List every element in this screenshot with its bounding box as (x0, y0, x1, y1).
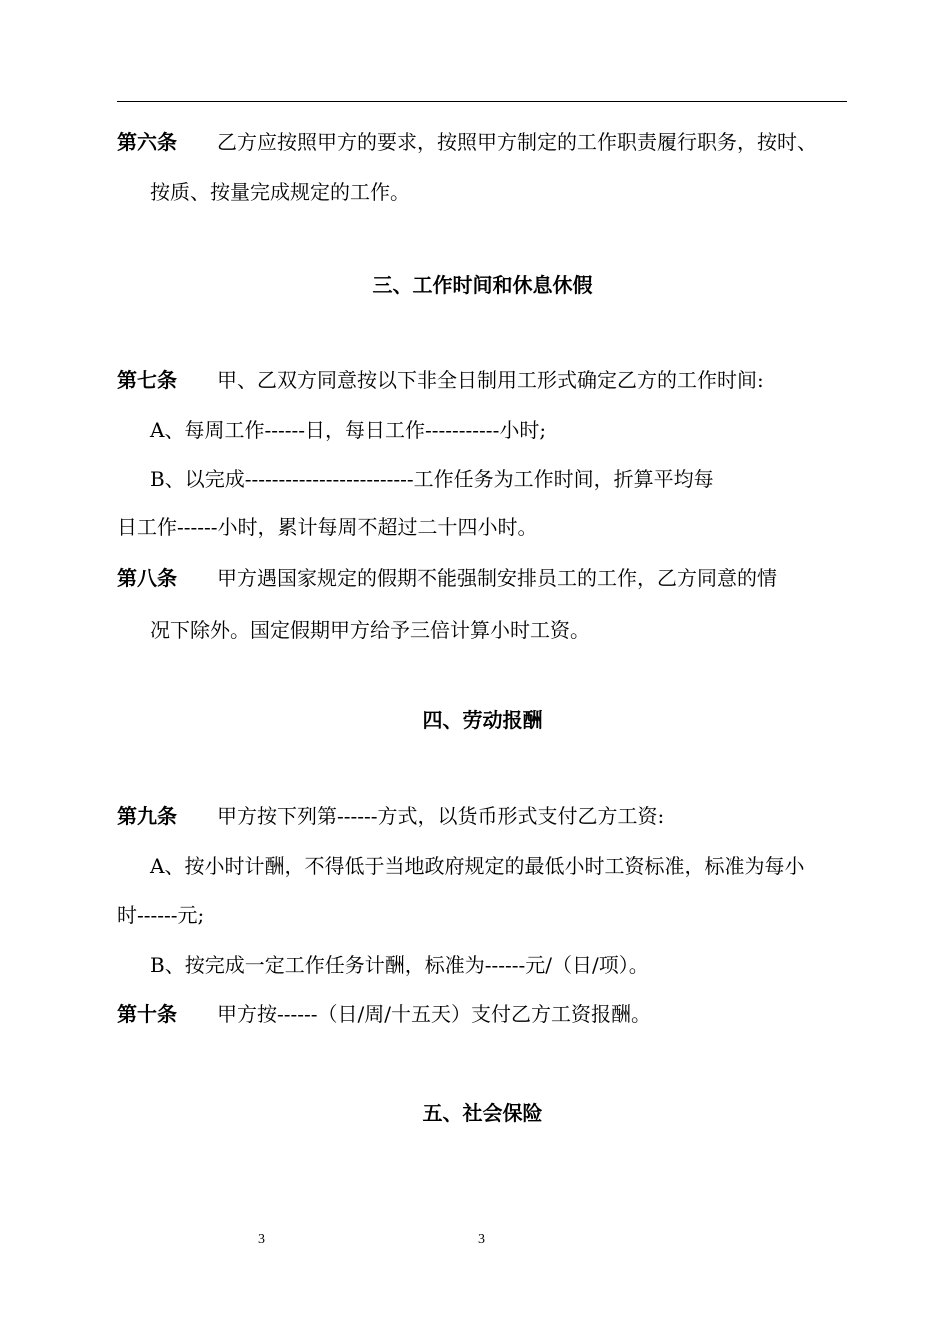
article-9-item-a-cont: 时------元; (117, 903, 205, 927)
article-label: 第六条 (117, 130, 177, 154)
article-9 (117, 802, 664, 830)
page-number: 3 (258, 1232, 265, 1247)
section-heading-5: 五、社会保险 (422, 1101, 543, 1125)
article-text: 乙方应按照甲方的要求，按照甲方制定的工作职责履行职务，按时、 (217, 130, 817, 154)
article-7-item-b-cont: 日工作------小时，累计每周不超过二十四小时。 (117, 515, 538, 539)
article-7 (117, 366, 764, 394)
article-6-cont: 按质、按量完成规定的工作。 (150, 180, 410, 204)
page-number: 3 (478, 1232, 485, 1247)
article-8-cont: 况下除外。国定假期甲方给予三倍计算小时工资。 (150, 618, 590, 642)
article-text: 甲方按下列第------方式，以货币形式支付乙方工资: (217, 804, 665, 828)
article-9-item-b: B、按完成一定工作任务计酬，标准为------元/（日/项）。 (150, 953, 649, 977)
article-text: 甲方遇国家规定的假期不能强制安排员工的工作，乙方同意的情 (217, 566, 777, 590)
section-heading-4: 四、劳动报酬 (422, 708, 543, 732)
article-label: 第七条 (117, 368, 177, 392)
article-label: 第十条 (117, 1002, 177, 1026)
article-10 (117, 1000, 651, 1028)
header-rule (117, 101, 847, 102)
article-6 (117, 128, 817, 156)
article-label: 第九条 (117, 804, 177, 828)
article-9-item-a: A、按小时计酬，不得低于当地政府规定的最低小时工资标准，标准为每小 (150, 854, 805, 878)
article-text: 甲方按------（日/周/十五天）支付乙方工资报酬。 (217, 1002, 652, 1026)
article-text: 甲、乙双方同意按以下非全日制用工形式确定乙方的工作时间: (217, 368, 764, 392)
article-label: 第八条 (117, 566, 177, 590)
article-7-item-b: B、以完成-------------------------工作任务为工作时间，折算平均每 (150, 467, 714, 491)
article-7-item-a: A、每周工作------日，每日工作-----------小时; (150, 418, 547, 442)
article-8 (117, 564, 777, 592)
section-heading-3: 三、工作时间和休息休假 (372, 273, 593, 297)
